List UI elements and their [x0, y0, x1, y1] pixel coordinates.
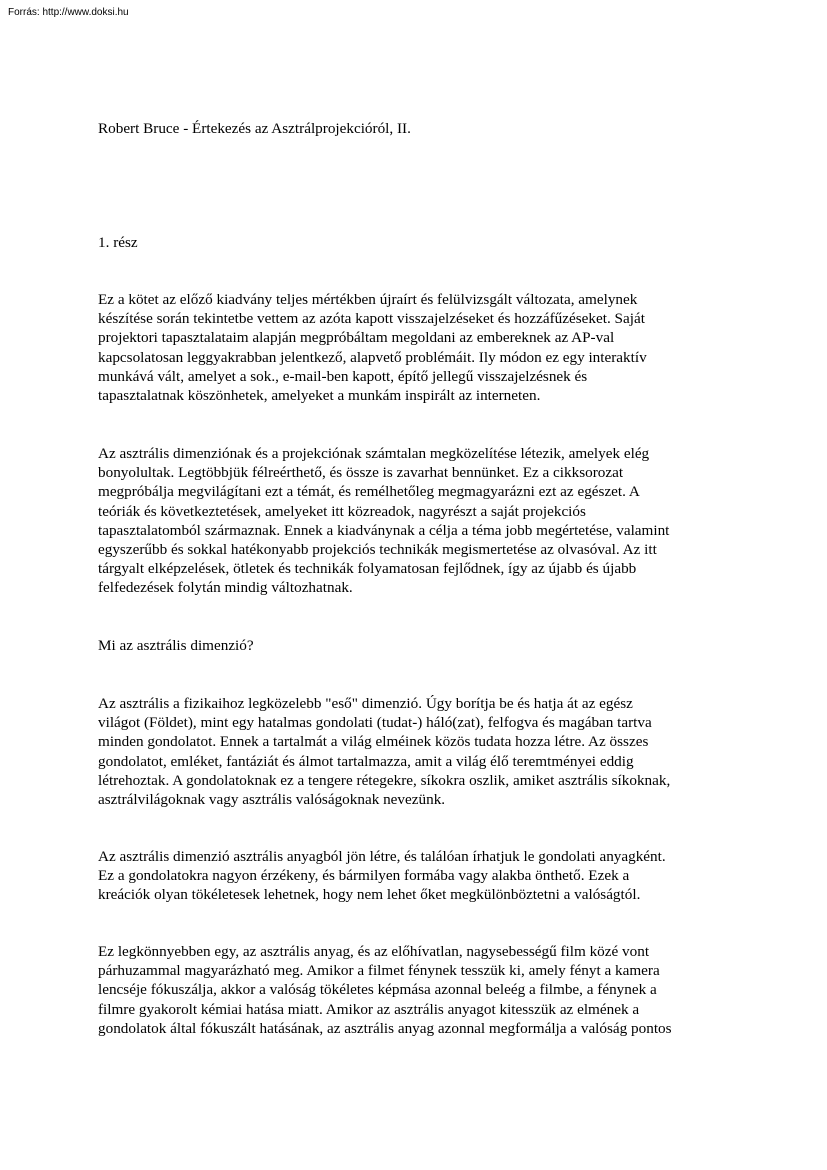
part-text: 1. rész — [98, 234, 138, 251]
paragraph-line: tárgyalt elképzelések, ötletek és technikák folyamatosan fejlődnek, így az újabb és újabb — [98, 560, 637, 578]
paragraph-line: készítése során tekintetbe vettem az azóta kapott visszajelzéseket és hozzáfűzéseket. Saját — [98, 310, 645, 328]
title-text: Robert Bruce - Értekezés az Asztrálprojekcióról, II. — [98, 120, 411, 137]
paragraph-line: világot (Földet), mint egy hatalmas gondolati (tudat-) háló(zat), felfogva és magában tartva — [98, 714, 652, 732]
paragraph-line: lencséje fókuszálja, akkor a valóság tökéletes képmása azonnal beleég a filmbe, a fénynek a — [98, 981, 657, 999]
paragraph-line: gondolatok által fókuszált hatásának, az asztrális anyag azonnal megformálja a valóság pontos — [98, 1019, 672, 1037]
paragraph-line: kreációk olyan tökéletesek lehetnek, hogy nem lehet őket megkülönböztetni a valóságtól. — [98, 886, 641, 904]
paragraph-line: Az asztrális a fizikaihoz legközelebb "eső" dimenzió. Úgy borítja be és hatja át az egész — [98, 695, 633, 712]
document-title — [98, 119, 738, 138]
paragraph-line: bonyolultak. Legtöbbjük félreérthető, és össze is zavarhat bennünket. Ez a cikksorozat — [98, 464, 624, 482]
paragraph-line: teóriák és következtetések, amelyeket itt közreadok, nagyrészt a saját projekciós — [98, 502, 586, 520]
paragraph-approaches — [98, 444, 738, 598]
section-heading-text: Mi az asztrális dimenzió? — [98, 637, 254, 654]
paragraph-line: asztrálvilágoknak vagy asztrális valóságoknak nevezünk. — [98, 791, 446, 809]
source-label: Forrás: http://www.doksi.hu — [8, 7, 129, 18]
part-heading — [98, 233, 738, 252]
paragraph-line: kapcsolatosan leggyakrabban jelentkező, alapvető problémáit. Ily módon ez egy interaktív — [98, 348, 647, 366]
paragraph-line: párhuzammal magyarázható meg. Amikor a filmet fénynek tesszük ki, amely fényt a kamera — [98, 962, 660, 980]
paragraph-line: Az asztrális dimenzió asztrális anyagból jön létre, és találóan írhatjuk le gondolati anyagként. — [98, 848, 666, 865]
paragraph-line: felfedezések folytán mindig változhatnak. — [98, 579, 353, 597]
paragraph-line: tapasztalatnak köszönhetek, amelyeket a munkám inspirált az interneten. — [98, 387, 541, 405]
paragraph-intro — [98, 290, 738, 405]
paragraph-line: tapasztalatomból származnak. Ennek a kiadványnak a célja a téma jobb megértetése, valamint — [98, 521, 670, 539]
paragraph-line: munkává vált, amelyet a sok., e-mail-ben kapott, építő jellegű visszajelzésnek és — [98, 367, 588, 385]
paragraph-line: gondolatot, emléket, fantáziát és álmot tartalmazza, amit a világ élő teremtményei eddig — [98, 752, 634, 770]
paragraph-film-analogy — [98, 942, 738, 1038]
paragraph-line: Ez a gondolatokra nagyon érzékeny, és bármilyen formába vagy alakba önthető. Ezek a — [98, 867, 630, 885]
paragraph-line: minden gondolatot. Ennek a tartalmát a világ elméinek közös tudata hozza létre. Az összes — [98, 733, 649, 751]
section-heading — [98, 636, 738, 655]
paragraph-line: projektori tapasztalataim alapján megpróbáltam megoldani az embereknek az AP-val — [98, 329, 615, 347]
paragraph-line: egyszerűbb és sokkal hatékonyabb projekciós technikák megismertetése az olvasóval. Az itt — [98, 541, 657, 559]
paragraph-line: Az asztrális dimenziónak és a projekciónak számtalan megközelítése létezik, amelyek elég — [98, 445, 650, 462]
paragraph-line: megpróbálja megvilágítani ezt a témát, és remélhetőleg megmagyarázni ezt az egészet. A — [98, 483, 640, 501]
paragraph-line: Ez a kötet az előző kiadvány teljes mértékben újraírt és felülvizsgált változata, amelynek — [98, 291, 638, 308]
paragraph-line: filmre gyakorolt kémiai hatása miatt. Amikor az asztrális anyagot kitesszük az elmének a — [98, 1000, 640, 1018]
paragraph-astral-matter — [98, 847, 738, 905]
paragraph-dimension — [98, 694, 738, 809]
paragraph-line: létrehoztak. A gondolatoknak ez a tengere rétegekre, síkokra oszlik, amiket asztrális síkoknak, — [98, 771, 671, 789]
paragraph-line: Ez legkönnyebben egy, az asztrális anyag, és az előhívatlan, nagysebességű film közé vont — [98, 943, 650, 960]
